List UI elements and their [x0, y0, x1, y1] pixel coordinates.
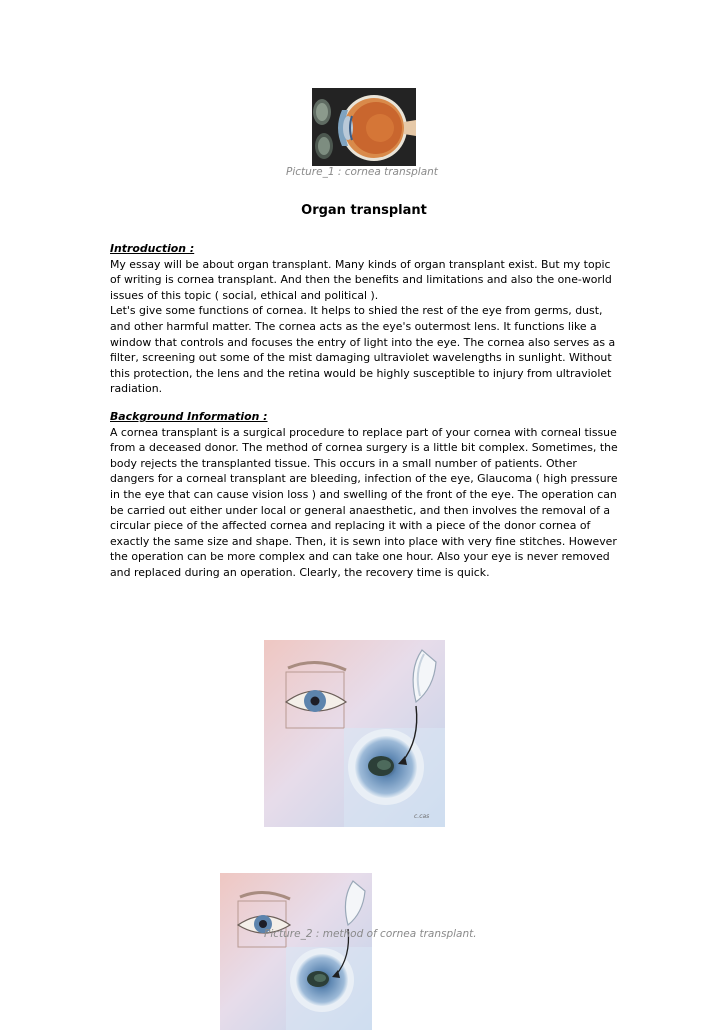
cornea-transplant-method-image-duplicate [220, 873, 372, 1030]
figure2-caption: Picture_2 : method of cornea transplant. [264, 928, 477, 940]
introduction-heading: Introduction : [110, 242, 195, 255]
eye-anatomy-image [312, 88, 416, 166]
background-section [110, 409, 622, 581]
introduction-paragraph-2: Let's give some functions of cornea. It helps to shied the rest of the eye from germs, dust, and other harmful matter. The cornea acts as the eye's outermost lens. It functions like a window that controls and focuses the entry of light into the eye. The cornea also serves as a filter, screening out some of the mist damaging ultraviolet wavelengths in sunlight. Without this protection, the lens and the retina would be highly susceptible to injury from ultraviolet radiation. [110, 304, 616, 396]
introduction-section [110, 241, 622, 397]
background-heading: Background Information : [110, 410, 268, 423]
svg-text:c.cas: c.cas [414, 813, 430, 820]
figure1-caption: Picture_1 : cornea transplant [286, 166, 438, 178]
page-title: Organ transplant [301, 203, 427, 218]
background-paragraph-1: A cornea transplant is a surgical procedure to replace part of your cornea with corneal tissue from a deceased donor. The method of cornea surgery is a little bit complex. Sometimes, the body rejects the transplanted tissue. This occurs in a small number of patients. Other dangers for a corneal transplant are bleeding, infection of the eye, Glaucoma ( high pressure in the eye that can cause vision loss ) and swelling of the front of the eye. The operation can be carried out either under local or general anaesthetic, and then involves the removal of a circular piece of the affected cornea and replacing it with a piece of the donor cornea of exactly the same size and shape. Then, it is sewn into place with very fine stitches. However the operation can be more complex and can take one hour. Also your eye is never removed and replaced during an operation. Clearly, the recovery time is quick. [110, 425, 618, 579]
introduction-paragraph-1: My essay will be about organ transplant. Many kinds of organ transplant exist. But my topic of writing is cornea transplant. And then the benefits and limitations and also the one-world issues of this topic ( social, ethical and political ). [110, 257, 612, 302]
cornea-transplant-method-image [264, 640, 445, 827]
